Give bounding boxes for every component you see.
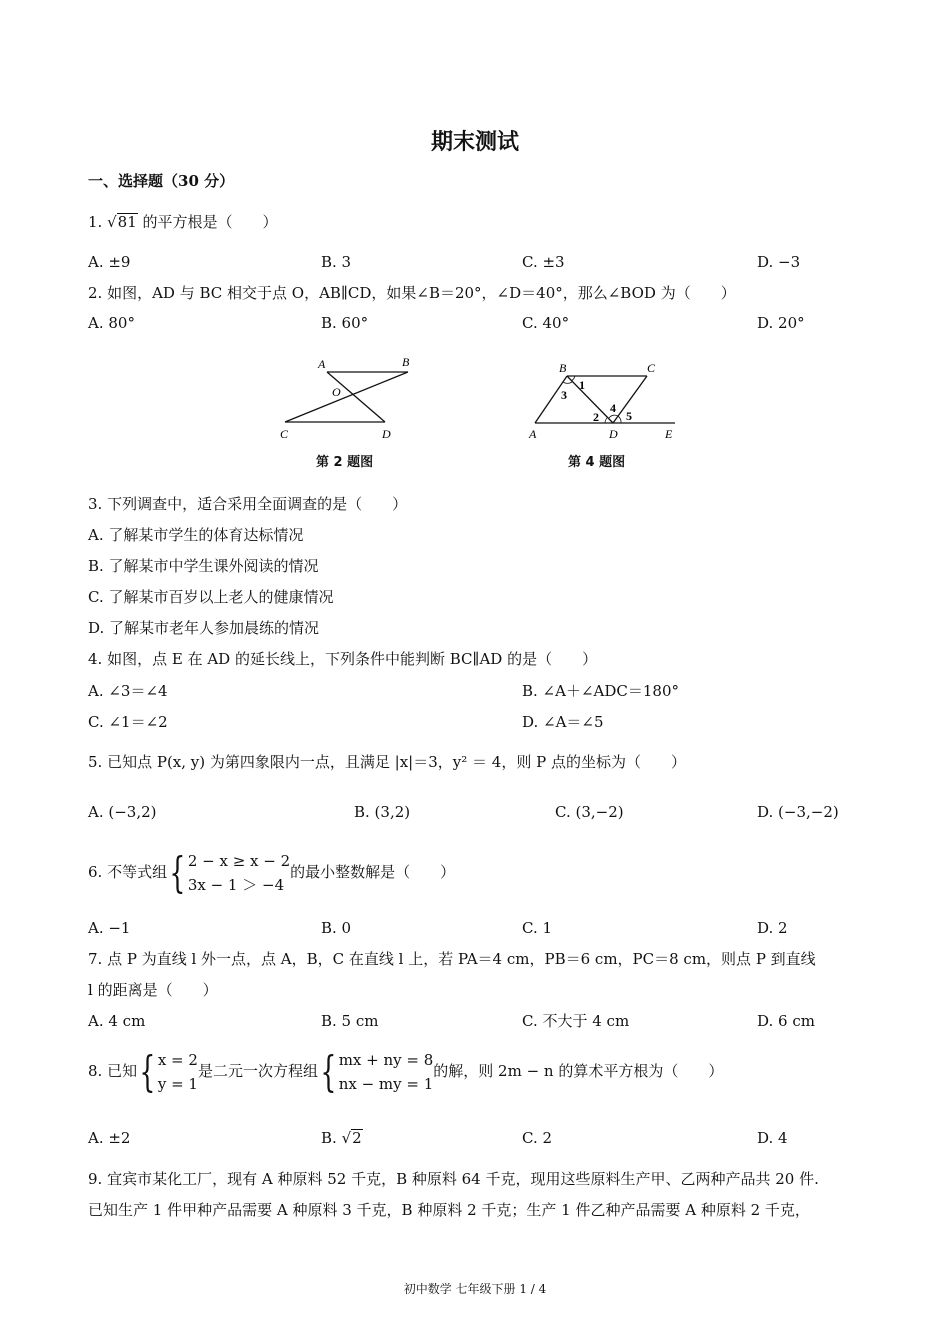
figure-2-caption: 第 2 题图 <box>316 455 374 470</box>
q6-option-c: C. 1 <box>522 919 553 937</box>
q1-option-d: D. −3 <box>757 253 801 271</box>
page-title: 期末测试 <box>430 129 519 155</box>
question-3: 3. 下列调查中，适合采用全面调查的是（ ） <box>88 495 408 513</box>
equation-2: nx − my = 1 <box>338 1075 434 1093</box>
label-5: 5 <box>626 409 632 423</box>
q8-option-c: C. 2 <box>522 1129 553 1147</box>
label-e: E <box>665 427 673 441</box>
q1-number: 1. <box>88 213 103 231</box>
q3-option-a: A. 了解某市学生的体育达标情况 <box>88 526 304 544</box>
figure-4-diagram <box>525 358 685 443</box>
q5-option-d: D. (−3,−2) <box>757 803 839 821</box>
q8-option-b-radicand: 2 <box>352 1129 362 1147</box>
label-c: C <box>647 361 656 375</box>
q5-option-a: A. (−3,2) <box>88 803 157 821</box>
q6-suffix: 的最小整数解是（ ） <box>290 863 456 881</box>
solution-y: y = 1 <box>157 1075 198 1093</box>
label-2: 2 <box>593 410 599 424</box>
label-4: 4 <box>610 401 616 415</box>
q8-option-d: D. 4 <box>757 1129 788 1147</box>
q6-option-b: B. 0 <box>321 919 352 937</box>
page-footer: 初中数学 七年级下册 1 / 4 <box>403 1282 547 1296</box>
q8-prefix: 8. 已知 <box>88 1062 138 1080</box>
q8-suffix: 的解，则 2m − n 的算术平方根为（ ） <box>433 1062 724 1080</box>
angle-5-arc <box>618 416 621 423</box>
label-c: C <box>280 427 289 441</box>
q1-text: 的平方根是（ ） <box>142 213 278 231</box>
question-7-line-2: l 的距离是（ ） <box>88 981 218 999</box>
angle-3-arc <box>563 382 572 383</box>
q1-radicand: 81 <box>117 213 137 231</box>
q7-option-b: B. 5 cm <box>321 1012 379 1030</box>
label-b: B <box>559 361 567 375</box>
sqrt-symbol: √ <box>341 1129 352 1147</box>
q2-option-a: A. 80° <box>88 314 135 332</box>
q5-option-c: C. (3,−2) <box>555 803 624 821</box>
q8-middle: 是二元一次方程组 <box>197 1062 318 1080</box>
q4-option-d: D. ∠A＝∠5 <box>522 713 604 731</box>
q7-option-a: A. 4 cm <box>88 1012 146 1030</box>
q3-option-d: D. 了解某市老年人参加晨练的情况 <box>88 619 320 637</box>
solution-x: x = 2 <box>157 1051 198 1069</box>
brace: { <box>320 1047 337 1096</box>
figure-2-diagram <box>270 350 420 445</box>
question-5: 5. 已知点 P(x, y) 为第四象限内一点，且满足 |x|＝3，y² ＝ 4，则 P 点的坐标为（ ） <box>88 753 686 771</box>
q8-option-a: A. ±2 <box>88 1129 131 1147</box>
figure-4-caption: 第 4 题图 <box>568 455 626 470</box>
question-8 <box>88 1046 723 1098</box>
brace: { <box>169 848 186 897</box>
segment-bc <box>285 372 408 422</box>
question-9-line-1: 9. 宜宾市某化工厂，现有 A 种原料 52 千克，B 种原料 64 千克，现用这些原料生产甲、乙两种产品共 20 件. <box>88 1170 819 1188</box>
question-1 <box>88 212 278 232</box>
q1-option-b: B. 3 <box>321 253 352 271</box>
question-9-line-2: 已知生产 1 件甲种产品需要 A 种原料 3 千克，B 种原料 2 千克；生产 1 件乙种产品需要 A 种原料 2 千克， <box>88 1201 810 1219</box>
segment-bd <box>567 376 613 423</box>
q5-option-b: B. (3,2) <box>354 803 411 821</box>
q6-option-a: A. −1 <box>88 919 131 937</box>
solution-system <box>158 1048 198 1096</box>
label-a: A <box>529 427 537 441</box>
q6-option-d: D. 2 <box>757 919 788 937</box>
q1-option-a: A. ±9 <box>88 253 131 271</box>
label-a: A <box>318 357 326 371</box>
angle-1-arc <box>571 376 575 381</box>
q3-option-c: C. 了解某市百岁以上老人的健康情况 <box>88 588 334 606</box>
angle-2-arc <box>605 417 608 423</box>
question-4: 4. 如图，点 E 在 AD 的延长线上，下列条件中能判断 BC∥AD 的是（ ） <box>88 650 598 668</box>
q6-prefix: 6. 不等式组 <box>88 863 168 881</box>
q8-option-b <box>321 1128 363 1148</box>
q8-option-b-prefix: B. <box>321 1129 342 1147</box>
sqrt-symbol: √ <box>107 213 117 231</box>
label-o: O <box>332 385 341 399</box>
q2-option-d: D. 20° <box>757 314 805 332</box>
q2-option-b: B. 60° <box>321 314 369 332</box>
equation-1: mx + ny = 8 <box>338 1051 434 1069</box>
label-b: B <box>402 355 410 369</box>
equation-system <box>339 1048 434 1096</box>
question-7-line-1: 7. 点 P 为直线 l 外一点，点 A，B，C 在直线 l 上，若 PA＝4 cm，PB＝6 cm，PC＝8 cm，则点 P 到直线 <box>88 950 816 968</box>
q1-option-c: C. ±3 <box>522 253 565 271</box>
q4-option-b: B. ∠A＋∠ADC＝180° <box>522 682 679 700</box>
question-6 <box>88 847 455 899</box>
label-3: 3 <box>561 388 567 402</box>
inequality-2: 3x − 1 ＞ −4 <box>187 876 285 894</box>
inequality-1: 2 − x ≥ x − 2 <box>187 852 291 870</box>
q3-option-b: B. 了解某市中学生课外阅读的情况 <box>88 557 319 575</box>
inequality-system <box>188 849 290 897</box>
label-1: 1 <box>579 378 585 392</box>
q7-option-c: C. 不大于 4 cm <box>522 1012 630 1030</box>
brace: { <box>139 1047 156 1096</box>
label-d: D <box>609 427 618 441</box>
q4-option-c: C. ∠1＝∠2 <box>88 713 168 731</box>
q7-option-d: D. 6 cm <box>757 1012 815 1030</box>
q2-option-c: C. 40° <box>522 314 570 332</box>
question-2: 2. 如图，AD 与 BC 相交于点 O，AB∥CD，如果∠B＝20°，∠D＝40°，那么∠BOD 为（ ） <box>88 284 736 302</box>
q4-option-a: A. ∠3＝∠4 <box>88 682 168 700</box>
section-heading: 一、选择题（30 分） <box>88 172 235 190</box>
label-d: D <box>382 427 391 441</box>
